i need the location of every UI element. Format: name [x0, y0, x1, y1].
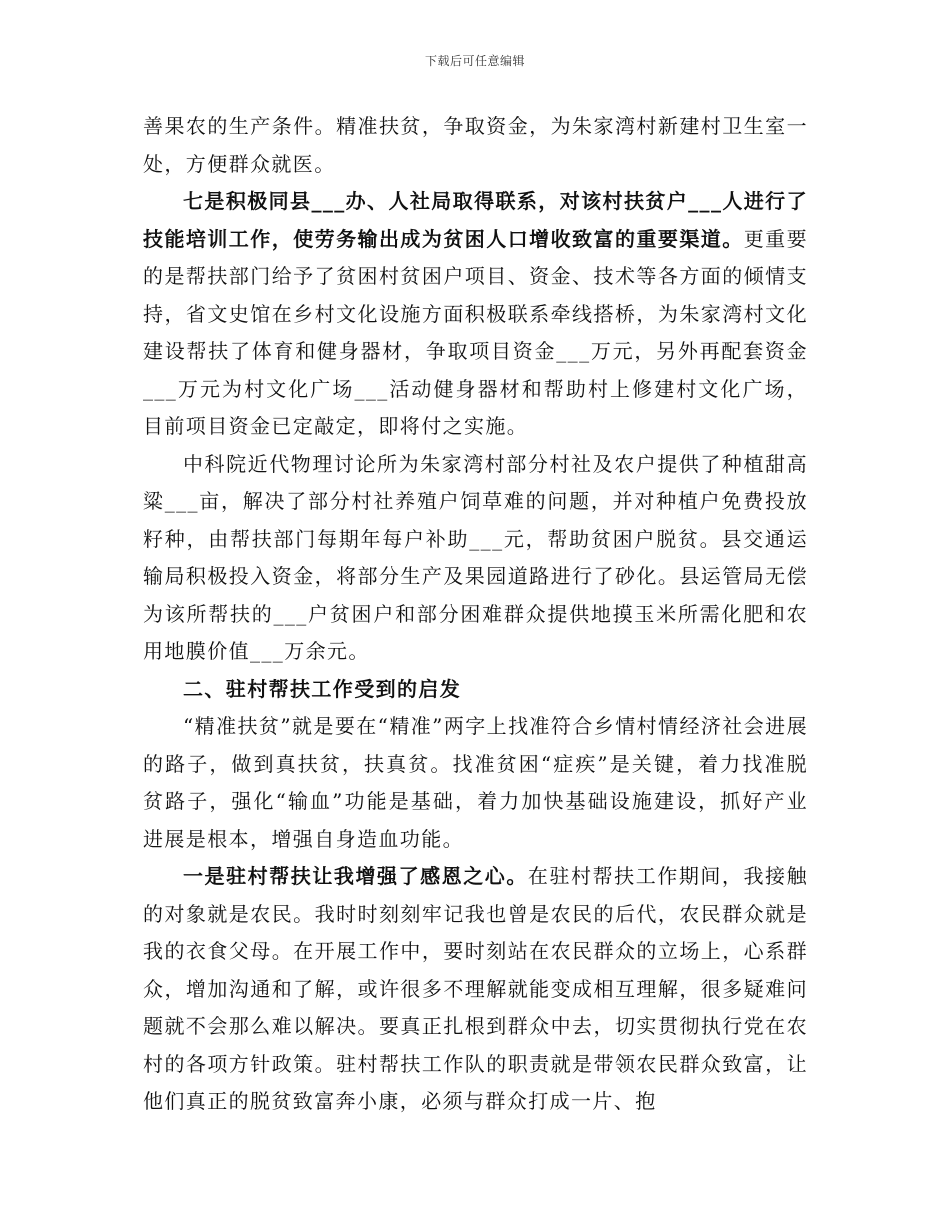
section-heading: 二、驻村帮扶工作受到的启发 [183, 676, 462, 701]
paragraph-text: 更重要的是帮扶部门给予了贫困村贫困户项目、资金、技术等各方面的倾情支持，省文史馆在乡村文化设施方面积极联系牵线搭桥，为朱家湾村文化建设帮扶了体育和健身器材，争取项目资金___万元，另外再配套资金___万元为村文化广场___活动健身器材和帮助村上修建村文化广场，目前项目资金已定敲定，即将付之实施。 [143, 226, 808, 438]
paragraph-text: “精准扶贫”就是要在“精准”两字上找准符合乡情村情经济社会进展的路子，做到真扶贫，扶真贫。找准贫困“症疾”是关键，着力找准脱贫路子，强化“输血”功能是基础，着力加快基础设施建设，抓好产业进展是根本，增强自身造血功能。 [143, 714, 808, 851]
paragraph-cas-support [143, 446, 808, 671]
page-header: 下载后可任意编辑 [424, 54, 525, 68]
paragraph-item-one [143, 858, 808, 1121]
paragraph-continuation [143, 108, 808, 183]
paragraph-text: 中科院近代物理讨论所为朱家湾村部分村社及农户提供了种植甜高粱___亩，解决了部分村社养殖户饲草难的问题，并对种植户免费投放籽种，由帮扶部门每期年每户补助___元，帮助贫困户脱贫。县交通运输局积极投入资金，将部分生产及果园道路进行了砂化。县运管局无偿为该所帮扶的___户贫困户和部分困难群众提供地摸玉米所需化肥和农用地膜价值___万余元。 [143, 451, 808, 663]
paragraph-lead-bold: 七是积极同县___办、人社局取得联系，对该村扶贫户___人进行了技能培训工作，使劳务输出成为贫困人口增收致富的重要渠道。 [143, 189, 808, 251]
paragraph-item-seven [143, 183, 808, 446]
paragraph-text: 在驻村帮扶工作期间，我接触的对象就是农民。我时时刻刻牢记我也曾是农民的后代，农民群众就是我的衣食父母。在开展工作中，要时刻站在农民群众的立场上，心系群众，增加沟通和了解，或许很多不理解就能变成相互理解，很多疑难问题就不会那么难以解决。要真正扎根到群众中去，切实贯彻执行党在农村的各项方针政策。驻村帮扶工作队的职责就是带领农民群众致富，让他们真正的脱贫致富奔小康，必须与群众打成一片、抱 [143, 864, 809, 1113]
paragraph-text: 善果农的生产条件。精准扶贫，争取资金，为朱家湾村新建村卫生室一处，方便群众就医。 [143, 114, 808, 176]
paragraph-lead-bold: 一是驻村帮扶让我增强了感恩之心。 [183, 864, 528, 888]
document-body [143, 108, 808, 1121]
paragraph-precision-poverty [143, 708, 808, 858]
